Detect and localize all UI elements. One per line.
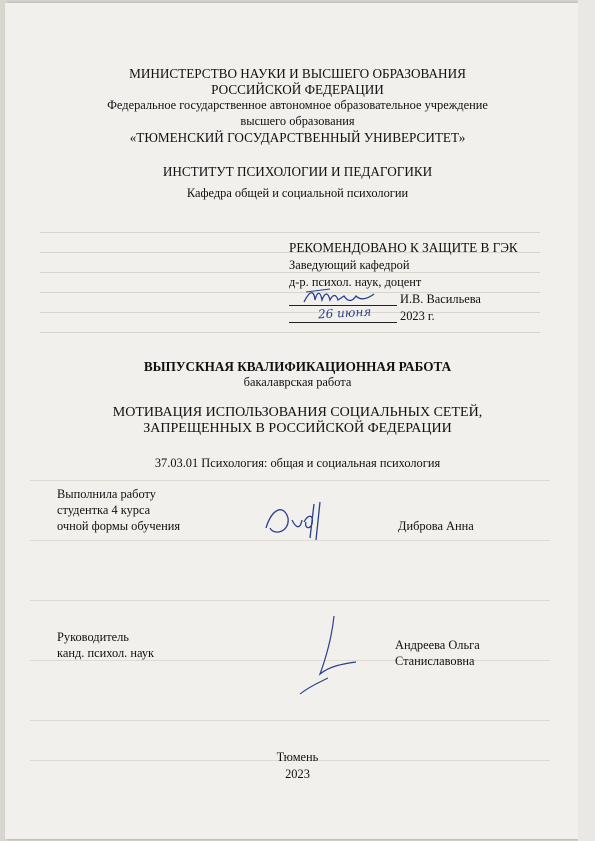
institute-name: ИНСТИТУТ ПСИХОЛОГИИ И ПЕДАГОГИКИ — [162, 164, 433, 179]
supervisor-line1: Руководитель — [57, 630, 129, 644]
supervisor-name-line2: Станиславовна — [395, 654, 475, 668]
year: 2023 — [285, 767, 310, 781]
author-name: Диброва Анна — [398, 519, 474, 533]
work-type-subtitle: бакалаврская работа — [243, 375, 352, 389]
approval-heading: РЕКОМЕНДОВАНО К ЗАЩИТЕ В ГЭК — [289, 240, 518, 255]
program-code: 37.03.01 Психология: общая и социальная психология — [154, 456, 441, 470]
supervisor-signature — [290, 612, 370, 702]
approval-date-handwritten: 26 июня — [317, 304, 372, 322]
city: Тюмень — [276, 750, 319, 764]
author-line3: очной формы обучения — [57, 519, 181, 533]
department-name: Кафедра общей и социальной психологии — [186, 186, 409, 200]
approval-role: Заведующий кафедрой — [289, 258, 410, 272]
approval-name: И.В. Васильева — [400, 292, 481, 306]
institution-type-line2: высшего образования — [240, 114, 355, 128]
topic-line2: ЗАПРЕЩЕННЫХ В РОССИЙСКОЙ ФЕДЕРАЦИИ — [143, 421, 452, 436]
supervisor-name-line1: Андреева Ольга — [395, 638, 480, 652]
topic-line1: МОТИВАЦИЯ ИСПОЛЬЗОВАНИЯ СОЦИАЛЬНЫХ СЕТЕЙ, — [112, 405, 483, 420]
university-name: «ТЮМЕНСКИЙ ГОСУДАРСТВЕННЫЙ УНИВЕРСИТЕТ» — [129, 130, 466, 145]
approval-degree: д-р. психол. наук, доцент — [289, 275, 422, 289]
author-line2: студентка 4 курса — [57, 503, 151, 517]
author-line1: Выполнила работу — [57, 487, 156, 501]
approval-date-line — [289, 322, 397, 323]
author-signature — [258, 498, 328, 548]
supervisor-line2: канд. психол. наук — [57, 646, 155, 660]
institution-type-line1: Федеральное государственное автономное образовательное учреждение — [107, 98, 488, 112]
ministry-line2: РОССИЙСКОЙ ФЕДЕРАЦИИ — [211, 82, 384, 97]
work-type-title: ВЫПУСКНАЯ КВАЛИФИКАЦИОННАЯ РАБОТА — [143, 359, 452, 374]
approval-year: 2023 г. — [400, 309, 435, 323]
ministry-line1: МИНИСТЕРСТВО НАУКИ И ВЫСШЕГО ОБРАЗОВАНИЯ — [129, 66, 466, 81]
